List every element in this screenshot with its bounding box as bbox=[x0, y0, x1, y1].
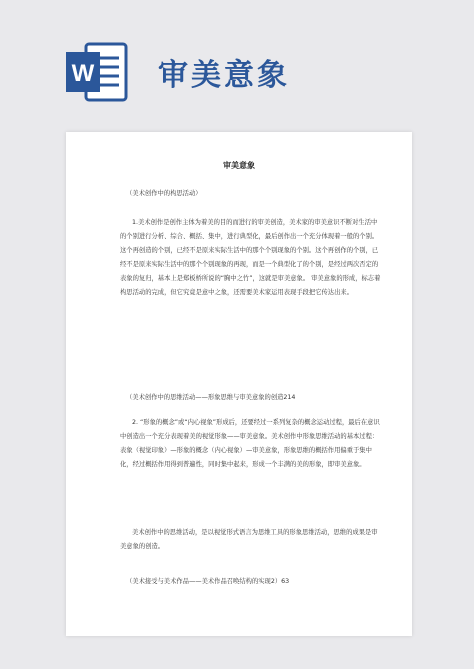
svg-text:W: W bbox=[71, 60, 95, 87]
section-heading-2: （美术创作中的思维活动——形象思维与审美意象的创造214 bbox=[126, 394, 296, 401]
paragraph-2: 2. “形象的概念”或“内心视象”形成后，还要经过一系列复杂的概念运动过程，最后在意识中创造出一个充分表现着美的视觉形象——审美意象。美术创作中形象思维活动的基本过程：表象（视觉印象）—形象的概念（内心视象）—审美意象，形象思维的概括作用偏重于集中化，经过概括作用得到普遍性，同时集中起来，形成一个丰满的美的形象，即审美意象。 bbox=[120, 419, 380, 468]
document-page bbox=[66, 132, 412, 636]
banner-title: 审美意象 bbox=[158, 58, 290, 93]
section-heading-3: （美术接受与美术作品——美术作品召唤结构的实现2）63 bbox=[126, 578, 290, 585]
page-title: 审美意象 bbox=[223, 161, 255, 170]
paragraph-1: 1.美术创作是创作主体为着美的目的而进行的审美创造，美术家的审美意识不断对生活中的个别进行分析、综合、概括、集中，进行典型化，最后创作出一个充分体现着一般的个别。这个再创造的个别，已经不是原来实际生活中的那个个别现象的个别。这个再创作的个别，已经不是原来实际生活中的那个个别现象的再现，而是一个典型化了的个别，是经过两次否定的表象的复归，基本上是郑板桥所说的“胸中之竹”，这就是审美意象。 审美意象的形成，标志着构思活动的完成，但它究竟是意中之象，还需要美术家运用表现手段把它传达出来。 bbox=[120, 219, 381, 296]
word-document-icon bbox=[64, 40, 128, 104]
paragraph-3: 美术创作中的思维活动，是以视觉形式语言为思维工具的形象思维活动，思维的成果是审美意象的创造。 bbox=[120, 529, 378, 550]
section-heading-1: （美术创作中的构思活动） bbox=[126, 190, 202, 197]
header-banner bbox=[0, 0, 474, 125]
